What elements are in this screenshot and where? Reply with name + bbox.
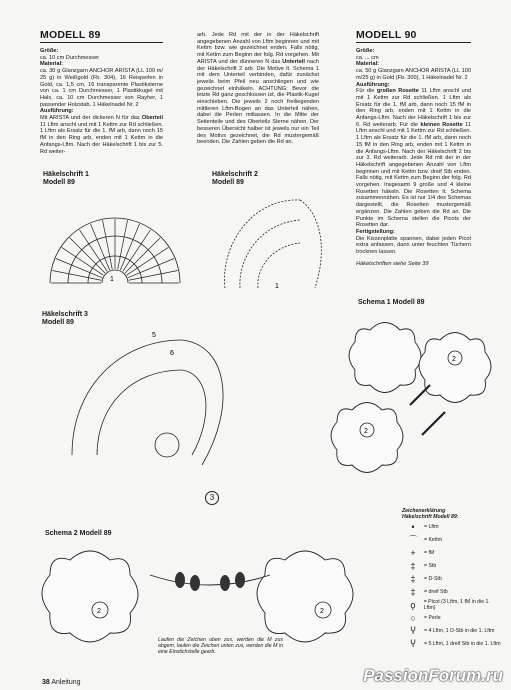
schema-2-label: Schema 2 Modell 89 xyxy=(45,530,112,537)
chart-stitch-ray xyxy=(103,220,113,269)
legend-symbol: Ⴤ xyxy=(410,625,416,636)
chart-stitch-ray xyxy=(91,224,110,270)
schema-number: 2 xyxy=(364,428,368,435)
legend-symbol: ‡ xyxy=(410,560,416,571)
chart-stitch-ray xyxy=(79,230,107,272)
legend-symbol: + xyxy=(410,547,416,558)
legend-label: = Lftm xyxy=(424,523,439,530)
haekelschrift-3-label: Häkelschrift 3 Modell 89 xyxy=(42,311,88,326)
legend-item xyxy=(402,520,502,533)
legend-label: = dreif Stb xyxy=(424,588,448,595)
chart-stitch-ray xyxy=(123,230,151,272)
chart-number: 5 xyxy=(152,332,156,339)
chart-stitch-ray xyxy=(128,259,174,278)
legend-label: = fM xyxy=(424,549,435,556)
chart-stitch-ray xyxy=(118,220,128,269)
chart-number: 1 xyxy=(275,283,279,290)
legend-item xyxy=(402,624,502,637)
legend-item xyxy=(402,637,502,650)
schema-1-chart xyxy=(330,310,510,480)
legend-symbol: Ⴤ xyxy=(410,638,416,649)
schema-number: 2 xyxy=(452,356,456,363)
chart-stitch-ray xyxy=(52,271,101,281)
legend-label: = Kettm xyxy=(424,536,443,543)
legend-item xyxy=(402,546,502,559)
modell-89-text-continued: arb. Jede Rd mit der in der Häkelschrift angegebenen Anzahl von Lftm beginnen und mit Kettm bzw. wie gezeichnet enden. Falls nötig, mit Kettm zum Beginn der folg. Rd vorgehen. Mit ARISTA und der dünneren N das Unterteil nach der Häkelschrift 2 arb. Die Motive lt. Schema 1 mit dem Unterteil verbinden, dafür zunächst jeweils beim Pfeil neu anschlingen und wie gezeichnet einhäkeln. ACHTUNG: Bevor die letzte Rd ganz geschlossen ist, die Plastik-Kugel einschieben. Die jeweils 2 noch freiliegenden mittleren Lftm-Bogen an das Unterteil nähen, dabei die Perlen mittassen. In die Mitte der Seitenteile und des Oberteils Sterne nähen. Der besseren Übersicht halber ist jeweils nur ein Teil des Motivs gezeichnet, die Rd mustergemäß beenden. Die Zahlen geben die Rd an. xyxy=(197,32,320,146)
legend-item xyxy=(402,611,502,624)
legend-item xyxy=(402,598,502,611)
legend-item xyxy=(402,533,502,546)
chart-stitch-ray xyxy=(120,224,139,270)
legend-symbol: ⌒ xyxy=(408,534,418,545)
modell-89-header: MODELL 89 xyxy=(40,28,163,43)
legend-symbol: ‡ xyxy=(410,586,416,597)
legend-label: = Stb xyxy=(424,562,437,569)
chart-3-badge: 3 xyxy=(205,491,219,505)
modell-89-text: Größe: ca. 10 cm Durchmesser Material: ca. 30 g Glanzgarn ANCHOR ARISTA (LL 100 m/ 25 g) in Weißgold (Fb. 304), 16 Reisperlen in Gold, ca. 1,5 cm, 16 transparente Plastiksterne von ca. 1 cm Durchmesser, 1 Plastikkugel mit Hals, ca. 10 cm Durchmesser von Rayher, 1 passender Holzstab, 1 Häkelnadel Nr. 2 Ausführung: Mit ARISTA und der dickeren N für das Oberteil 11 Lftm anschl und mit 1 Kettm zur Rd schließen. 1 Lftm als Ersatz für die 1. fM arb, dann noch 15 fM in den Ring arb, enden mit 1 Kettm in die Anfangs-Lftm. Nach der Häkelschrift 1 bis zur 5. Rd weiter- xyxy=(40,48,163,155)
chart-stitch-ray xyxy=(127,247,169,275)
legend-item xyxy=(402,585,502,598)
legend-symbol: ○ xyxy=(410,612,416,623)
chart-number: 1 xyxy=(110,276,114,283)
schema-number: 2 xyxy=(320,608,324,615)
legend-item xyxy=(402,572,502,585)
chart-stitch-ray xyxy=(62,247,104,275)
modell-90-text: Größe: ca. ... cm Material: ca. 50 g Glanzgarn ANCHOR ARISTA (LL 100 m/25 g) in Gold (Fb. 300), 1 Häkelnadel Nr. 2 Ausführung: Für die großen Rosette 11 Lftm anschl und mit 1 Kettm zur Rd schließen. 1 Lftm als Ersatz für die 1. fM arb, dann noch 15 fM in den Ring arb, enden mit 1 Kettm in die Anfangs-Lftm. Nach der Häkelschrift 1 bis zur 6. Rd weiterarb. Für die kleinen Rosette 11 Lftm anschl und mit 1 Kettm zur Rd schließen. 1 Lftm als Ersatz für die 1. fM arb, dann noch 15 fM in den Ring arb, enden mit 1 Kettm in die Anfangs-Lftm. Nach der Häkelschrift 2 bis zur 3. Rd weiterarb. Jede Rd mit der in der Häkelschrift angegebenen Anzahl von Lftm beginnen und mit Kettm bzw. dreif Stb enden. Falls nötig, mit Kettm zum Beginn der folg. Rd vorgehen. Insgesamt 9 große und 4 kleine Rosetten häkeln. Die Rosetten lt. Schema zusammennähen. Es ist nur 1/4 des Schemas dargestellt, die Rosetten mustergemäß ergänzen. Die Zahlen geben die Rd an. Die Punkte im Schema stellen die Picots der Rosetten dar. Fertigstellung: Die Kissenplatte spannen, dabei jeden Picot extra anfassen, dann unter feuchten Tüchern trocknen lassen. Häkelschriften siehe Seite 39 xyxy=(356,48,472,267)
legend-title: Zeichenerklärung xyxy=(402,508,446,514)
haekelschrift-1-chart xyxy=(40,188,190,288)
legend-label: = Perle xyxy=(424,614,441,621)
haekelschrift-3-chart xyxy=(52,325,247,480)
chart-stitch-ray xyxy=(129,271,178,281)
watermark: PassionForum.ru xyxy=(363,666,503,685)
legend-symbol: • xyxy=(411,521,415,532)
legend-label: = 5 Lftm, 1 dreif Stb in die 1. Lftm xyxy=(424,640,501,647)
legend-subtitle: Häkelschrift Modell 89: xyxy=(402,514,459,521)
haekelschrift-2-chart xyxy=(210,188,335,298)
modell-90-header: MODELL 90 xyxy=(356,28,471,43)
legend-label: = 4 Lftm, 1 D-Stb in die 1. Lftm xyxy=(424,627,495,634)
page-footer: 38 Anleitung xyxy=(42,679,81,686)
chart-stitch-ray xyxy=(56,259,102,278)
schema-1-label: Schema 1 Modell 89 xyxy=(358,299,425,306)
legend-symbol: ϙ xyxy=(410,599,416,610)
chart-number: 6 xyxy=(170,350,174,357)
legend-label: = Picot (3 Lftm, 1 fM in die 1. Lftm) xyxy=(423,598,490,611)
legend-label: = D-Stb xyxy=(424,575,442,582)
chart-stitch-ray xyxy=(125,238,160,273)
legend-symbol: ‡ xyxy=(410,573,416,584)
legend xyxy=(402,508,502,650)
chart-stitch-ray xyxy=(70,238,105,273)
haekelschrift-1-label: Häkelschrift 1 Modell 89 xyxy=(43,171,89,186)
legend-item xyxy=(402,559,502,572)
schema-number: 2 xyxy=(97,608,101,615)
haekelschrift-2-label: Häkelschrift 2 Modell 89 xyxy=(212,171,258,186)
schema-2-caption: Laufen die Zeichen oben zus, werden die M zus abgem, laufen die Zeichen unten zus, werden die M in eine Einstichstelle gearb. xyxy=(158,637,283,655)
